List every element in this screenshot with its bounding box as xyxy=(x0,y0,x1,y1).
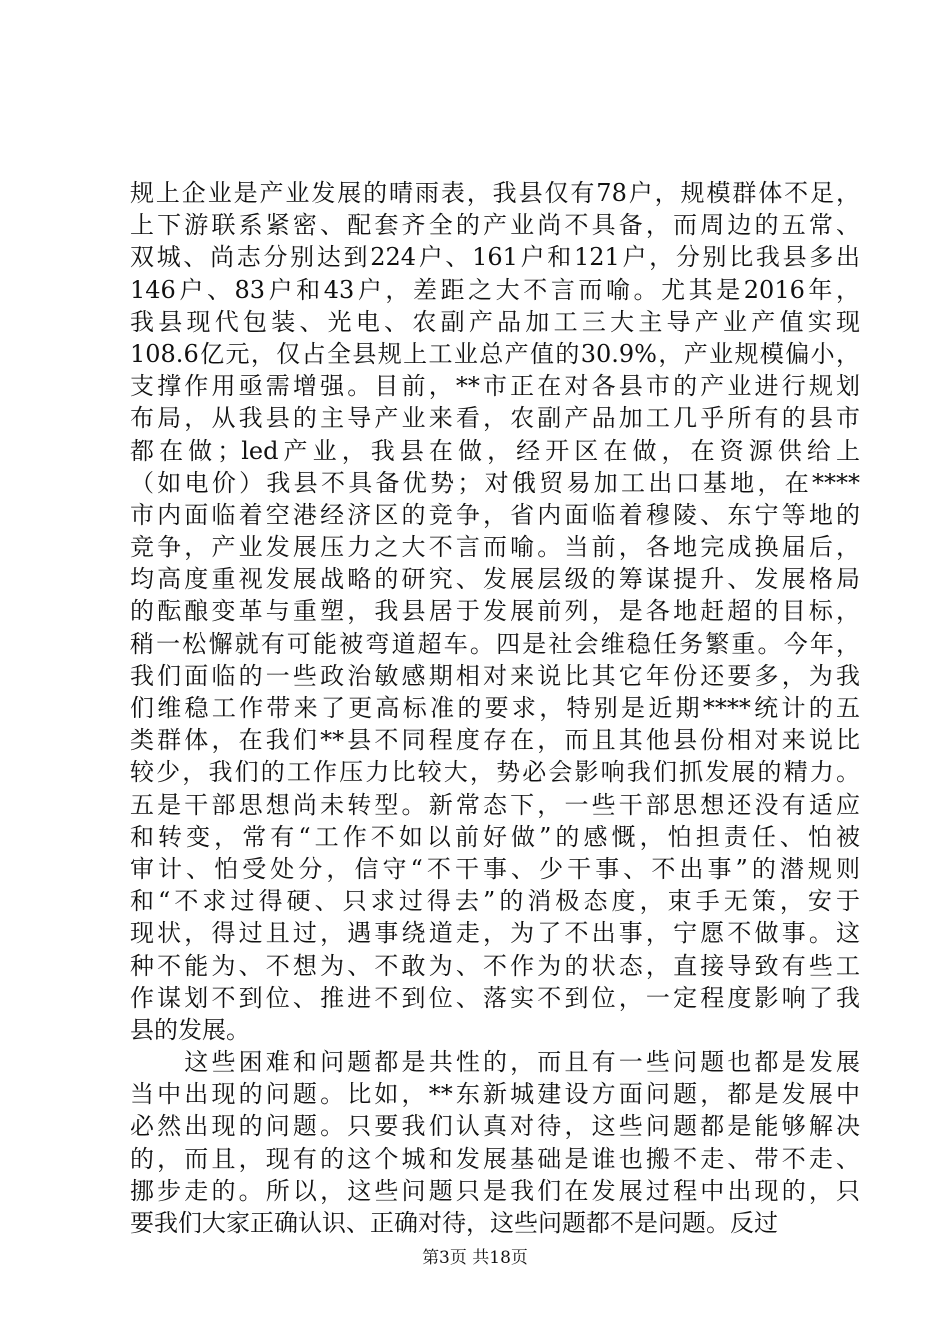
paragraph-line: 和转变，常有“工作不如以前好做”的感慨，怕担责任、怕被 xyxy=(130,822,860,851)
paragraph-line: 当中出现的问题。比如，**东新城建设方面问题，都是发展中 xyxy=(130,1080,860,1109)
paragraph-line: 审计、怕受处分，信守“不干事、少干事、不出事”的潜规则 xyxy=(130,854,860,883)
page-footer: 第3页 共18页 xyxy=(422,1248,528,1268)
paragraph-line: 现状，得过且过，遇事绕道走，为了不出事，宁愿不做事。这 xyxy=(130,919,860,948)
paragraph-line: 上下游联系紧密、配套齐全的产业尚不具备，而周边的五常、 xyxy=(130,211,860,240)
paragraph-line: 均高度重视发展战略的研究、发展层级的筹谋提升、发展格局 xyxy=(130,565,860,594)
paragraph-line: 种不能为、不想为、不敢为、不作为的状态，直接导致有些工 xyxy=(130,951,860,980)
paragraph-line: 和“不求过得硬、只求过得去”的消极态度，束手无策，安于 xyxy=(130,887,860,916)
paragraph-line: 双城、尚志分别达到224户、161户和121户，分别比我县多出 xyxy=(130,243,860,272)
paragraph-line: 都在做；led产业，我县在做，经开区在做，在资源供给上 xyxy=(130,436,860,465)
paragraph-line: 146户、83户和43户，差距之大不言而喻。尤其是2016年， xyxy=(130,275,860,304)
paragraph-line: 规上企业是产业发展的晴雨表，我县仅有78户，规模群体不足， xyxy=(130,179,860,207)
paragraph-line: （如电价）我县不具备优势；对俄贸易加工出口基地，在**** xyxy=(130,468,860,497)
paragraph-line: 五是干部思想尚未转型。新常态下，一些干部思想还没有适应 xyxy=(130,790,860,819)
paragraph-line: 们维稳工作带来了更高标准的要求，特别是近期****统计的五 xyxy=(130,694,860,722)
paragraph-line: 108.6亿元，仅占全县规上工业总产值的30.9%，产业规模偏小， xyxy=(130,339,860,368)
paragraph-line: 类群体，在我们**县不同程度存在，而且其他县份相对来说比 xyxy=(130,726,860,755)
paragraph-line: 的酝酿变革与重塑，我县居于发展前列，是各地赶超的目标， xyxy=(130,597,860,626)
paragraph-line: 稍一松懈就有可能被弯道超车。四是社会维稳任务繁重。今年， xyxy=(130,629,860,658)
paragraph-line: 的，而且，现有的这个城和发展基础是谁也搬不走、带不走、 xyxy=(130,1144,860,1173)
paragraph-line: 我们面临的一些政治敏感期相对来说比其它年份还要多，为我 xyxy=(130,661,860,690)
paragraph-line: 这些困难和问题都是共性的，而且有一些问题也都是发展 xyxy=(130,1048,860,1077)
paragraph-line: 较少，我们的工作压力比较大，势必会影响我们抓发展的精力。 xyxy=(130,758,860,787)
paragraph-line: 要我们大家正确认识、正确对待，这些问题都不是问题。反过 xyxy=(130,1209,778,1237)
paragraph-line: 必然出现的问题。只要我们认真对待，这些问题都是能够解决 xyxy=(130,1112,860,1141)
paragraph-line: 我县现代包装、光电、农副产品加工三大主导产业产值实现 xyxy=(130,307,860,336)
paragraph-line: 市内面临着空港经济区的竞争，省内面临着穆陵、东宁等地的 xyxy=(130,500,860,529)
paragraph-line: 支撑作用亟需增强。目前，**市正在对各县市的产业进行规划 xyxy=(130,372,860,401)
paragraph-line: 挪步走的。所以，这些问题只是我们在发展过程中出现的，只 xyxy=(130,1176,860,1205)
paragraph-line: 布局，从我县的主导产业来看，农副产品加工几乎所有的县市 xyxy=(130,404,860,433)
paragraph-line: 县的发展。 xyxy=(130,1015,250,1044)
document-body xyxy=(130,177,860,1239)
paragraph-line: 竞争，产业发展压力之大不言而喻。当前，各地完成换届后， xyxy=(130,533,860,562)
paragraph-line: 作谋划不到位、推进不到位、落实不到位，一定程度影响了我 xyxy=(130,983,860,1012)
